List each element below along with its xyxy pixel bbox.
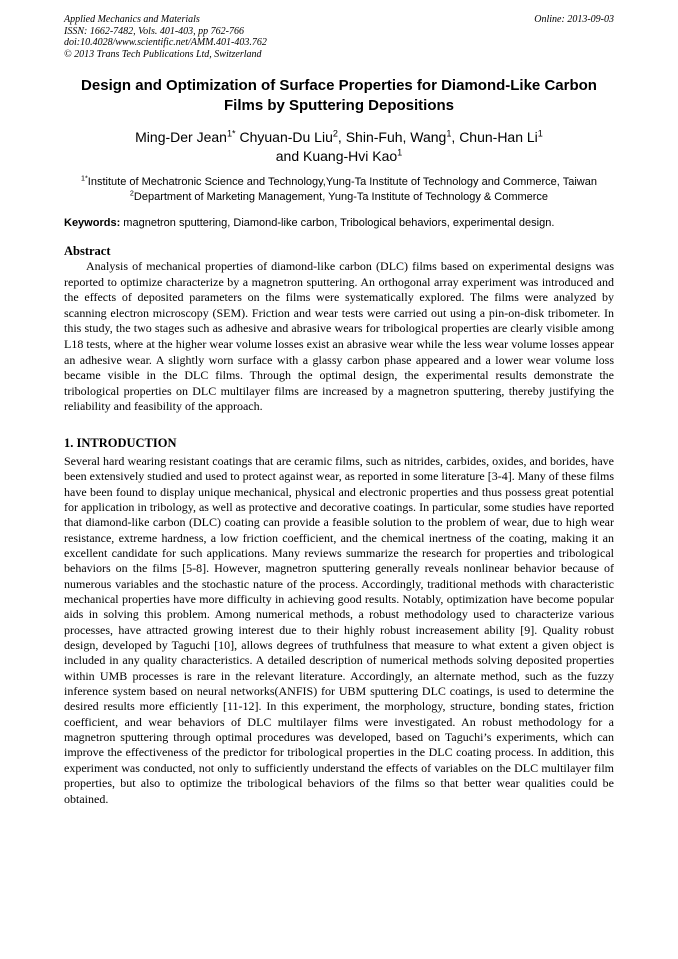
abstract-text: Analysis of mechanical properties of diamond-like carbon (DLC) films based on experimental designs was reported to optimize characterize by a magnetron sputtering. An orthogonal array experiment was introduced and the effects of deposited parameters on the films were systematically explored. The films were analyzed by scanning electron microscopy (SEM). Friction and wear tests were carried out using a pin-on-disk tribometer. In this study, the two stages such as adhesive and abrasive wears for tribological properties are clearly visible among L18 tests, where at the higher wear volume losses exist an abrasive wear while the less wear volume losses appear an adhesive wear. A slightly worn surface with a glassy carbon phase appeared and a lower wear volume loss became visible in the DLC films. Through the optimal design, the experimental results demonstrate the tribological properties on DLC multilayer films are increased by a magnetron sputtering, thereby justifying the reliability and feasibility of the approach.: [64, 259, 614, 414]
keywords: [64, 216, 614, 231]
author-separator: ,: [451, 129, 460, 145]
author-name: Chyuan-Du Liu: [239, 129, 333, 145]
introduction-text: Several hard wearing resistant coatings that are ceramic films, such as nitrides, carbides, oxides, and borides, have been extensively studied and used to protect against wear, as reported in some literature [3-4]. Many of these films have been found to display unique mechanical, physical and electronic properties and thus possess great potential for application in tribology, as well as protective and decorative coatings. In particular, some studies have reported that diamond-like carbon (DLC) coating can provide a feasible solution to the problem of wear, due to high wear resistance, extreme hardness, a low friction coefficient, and the chemical inertness of the coating, making it an excellent candidate for such applications. Many reviews summarize the research for properties and tribological behaviors on the films [5-8]. However, magnetron sputtering generally reveals nonlinear behavior because of numerous variables and the stochastic nature of the process. Accordingly, traditional methods with characteristic mechanical properties have more difficulty in achieving good results. Notably, optimization have become popular aids in solving this problem. Among numerical methods, a robust methodology used to characterize various processes, have attracted growing interest due to their highly robust increasement ability [9]. Quality robust design, developed by Taguchi [10], allows degrees of truthfulness that measure to what extent a given object is included in any quality characteristics. A detailed description of numerical methods solving deposited properties within UMB processes is rare in the relevant literature. Accordingly, an alternate method, such as the fuzzy inference system based on neural networks(ANFIS) for UBM sputtering DLC coatings, is used to determine the desired results more efficiently [11-12]. In this experiment, the morphology, structure, bonding states, friction coefficient, and wear behaviors of DLC multilayer films were investigated. An robust methodology for a magnetron sputtering through optimal procedures was developed, based on Taguchi’s experiments, which can improve the effectiveness of the predictor for tribological properties in the DLC coating process. In addition, this experiment was conducted, not only to sufficiently understand the effects of variables on the DLC multilayer film properties, but also to optimize the tribological behaviors of the films so that better wear qualities could be obtained.: [64, 453, 615, 806]
author-name: Ming-Der Jean: [135, 129, 227, 145]
affiliation-text: Department of Marketing Management, Yung-Ta Institute of Technology & Commerce: [133, 190, 549, 203]
journal-header: [64, 14, 614, 60]
paper-title: Design and Optimization of Surface Properties for Diamond-Like Carbon Films by Sputtering Depositions: [81, 77, 597, 114]
affiliation-1: [64, 175, 614, 190]
author-name: Shin-Fuh, Wang: [345, 129, 447, 145]
author-name: Kuang-Hvi Kao: [303, 148, 398, 164]
doi-line: doi:10.4028/www.scientific.net/AMM.401-403.762: [64, 37, 267, 48]
abstract-heading: Abstract: [64, 244, 111, 258]
keywords-text: magnetron sputtering, Diamond-like carbon, Tribological behaviors, experimental design.: [120, 217, 555, 229]
journal-name: Applied Mechanics and Materials: [64, 14, 200, 25]
author-conjunction: and: [275, 148, 303, 164]
affiliation-2: [64, 190, 614, 205]
affiliation-text: Institute of Mechatronic Science and Technology,Yung-Ta Institute of Technology and Commerce, Taiwan: [87, 176, 597, 188]
author-list: [64, 128, 614, 166]
keywords-label: Keywords:: [64, 217, 121, 229]
author-separator: ,: [337, 129, 346, 145]
author-superscript: 1: [537, 128, 543, 139]
affiliations: [64, 175, 614, 204]
issn-line: ISSN: 1662-7482, Vols. 401-403, pp 762-766: [64, 25, 244, 37]
copyright-line: © 2013 Trans Tech Publications Ltd, Switzerland: [64, 48, 262, 60]
section-heading-introduction: 1. INTRODUCTION: [64, 435, 177, 450]
author-superscript: 1*: [226, 128, 236, 139]
affiliation-superscript: 2: [129, 188, 134, 197]
author-superscript: 1: [446, 128, 452, 139]
author-name: Chun-Han Li: [459, 129, 538, 145]
affiliation-superscript: 1*: [81, 174, 88, 183]
author-superscript: 1: [397, 147, 403, 158]
online-date: Online: 2013-09-03: [534, 14, 614, 25]
author-superscript: 2: [332, 128, 338, 139]
